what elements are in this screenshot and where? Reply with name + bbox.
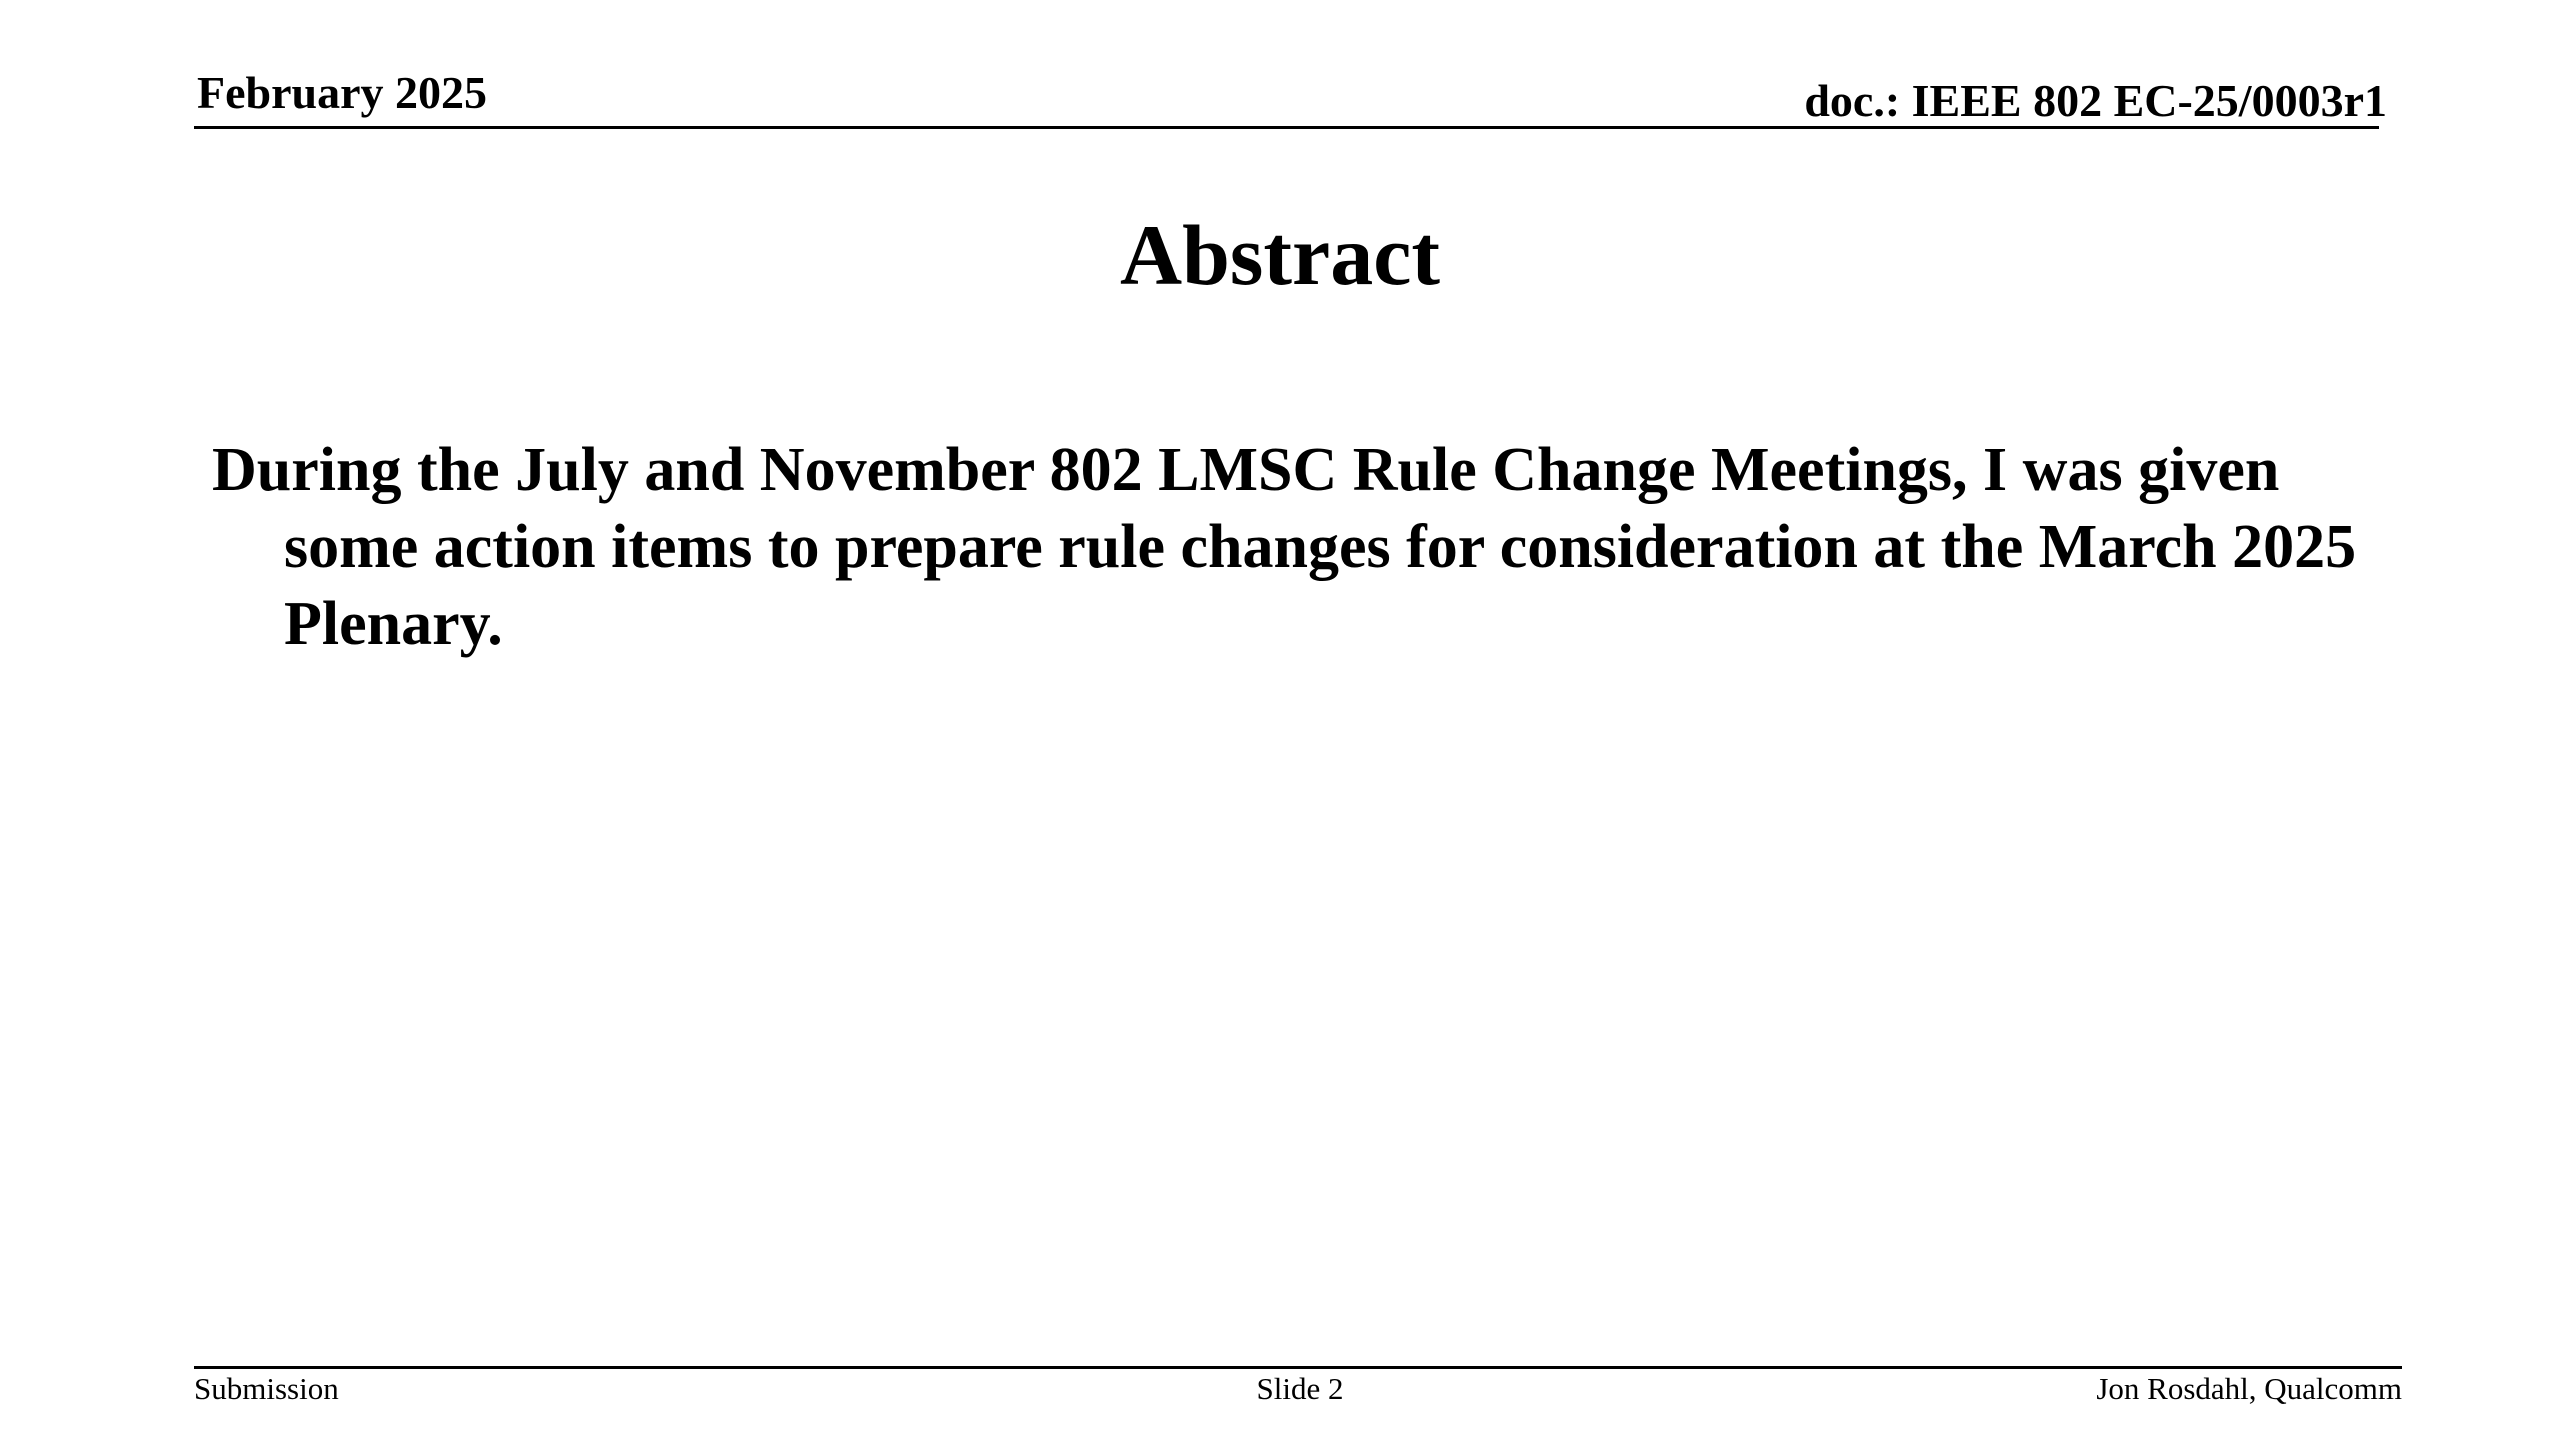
footer-divider: [194, 1366, 2402, 1369]
footer-submission: Submission: [194, 1371, 339, 1406]
header-doc-id: doc.: IEEE 802 EC-25/0003r1: [1804, 75, 2387, 126]
footer-author: Jon Rosdahl, Qualcomm: [2096, 1371, 2402, 1406]
slide-title: Abstract: [1119, 207, 1441, 303]
footer-slide-number: Slide 2: [1256, 1371, 1344, 1406]
header-divider: [194, 126, 2379, 129]
slide-body-text: During the July and November 802 LMSC Rule Change Meetings, I was given some action items to prepare rule changes for consideration at the March 2025 Plenary.: [212, 436, 2357, 658]
header-date: February 2025: [197, 67, 488, 118]
